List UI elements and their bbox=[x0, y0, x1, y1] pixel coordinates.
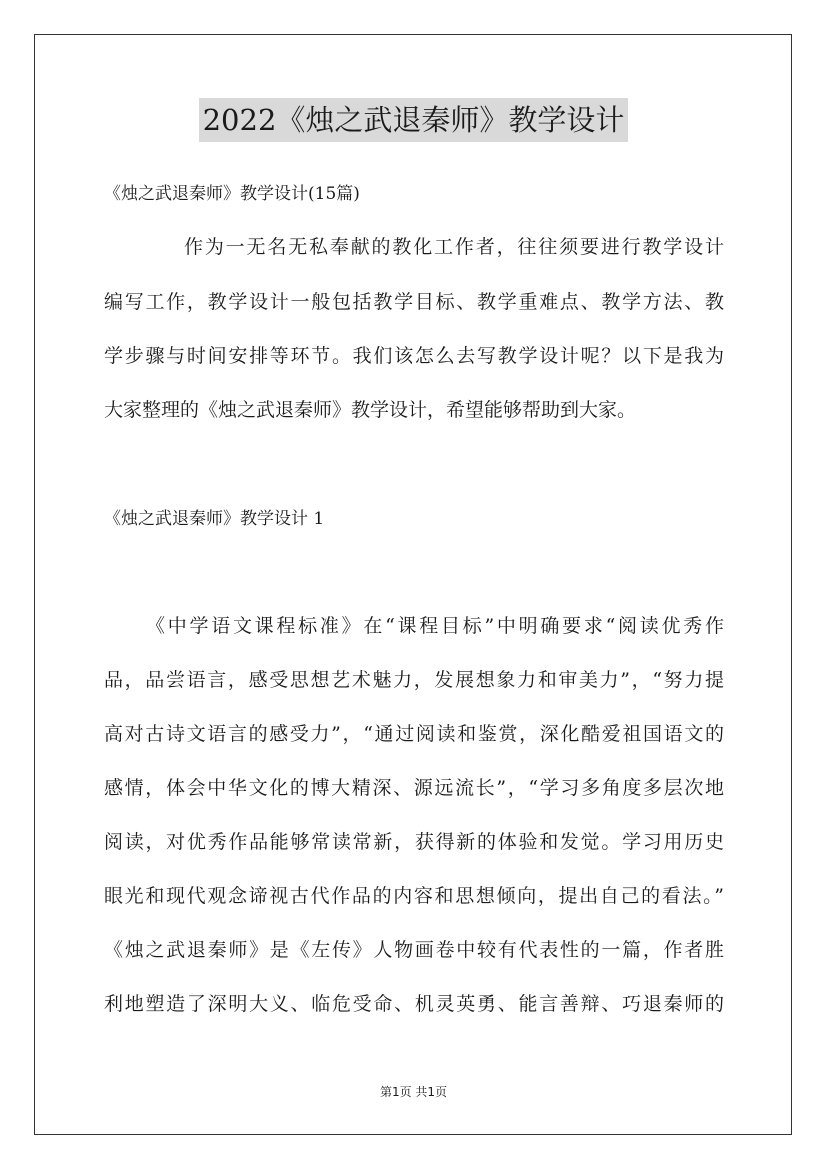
document-title-text: 2022《烛之武退秦师》教学设计 bbox=[199, 98, 629, 142]
body-line: 阅读，对优秀作品能够常读常新，获得新的体验和发觉。学习用历史 bbox=[104, 831, 724, 853]
intro-line: 编写工作，教学设计一般包括教学目标、教学重难点、教学方法、教 bbox=[104, 291, 724, 313]
document-subtitle: 《烛之武退秦师》教学设计(15篇) bbox=[104, 184, 360, 204]
body-line: 感情，体会中华文化的博大精深、源远流长”，“学习多角度多层次地 bbox=[104, 777, 724, 799]
intro-line: 学步骤与时间安排等环节。我们该怎么去写教学设计呢？以下是我为 bbox=[104, 345, 724, 367]
intro-line: 大家整理的《烛之武退秦师》教学设计，希望能够帮助到大家。 bbox=[104, 399, 637, 421]
intro-line: 作为一无名无私奉献的教化工作者，往往须要进行教学设计 bbox=[184, 236, 724, 258]
body-line: 《中学语文课程标准》在“课程目标”中明确要求“阅读优秀作 bbox=[146, 615, 724, 637]
document-title bbox=[0, 98, 827, 142]
body-line: 高对古诗文语言的感受力”，“通过阅读和鉴赏，深化酷爱祖国语文的 bbox=[104, 723, 724, 745]
section-heading: 《烛之武退秦师》教学设计 1 bbox=[104, 509, 325, 529]
body-line: 利地塑造了深明大义、临危受命、机灵英勇、能言善辩、巧退秦师的 bbox=[104, 993, 724, 1015]
body-line: 眼光和现代观念谛视古代作品的内容和思想倾向，提出自己的看法。” bbox=[104, 885, 724, 907]
body-line: 《烛之武退秦师》是《左传》人物画卷中较有代表性的一篇，作者胜 bbox=[104, 939, 724, 961]
body-line: 品，品尝语言，感受思想艺术魅力，发展想象力和审美力”，“努力提 bbox=[104, 669, 724, 691]
page-number-footer: 第1页 共1页 bbox=[379, 1085, 448, 1099]
